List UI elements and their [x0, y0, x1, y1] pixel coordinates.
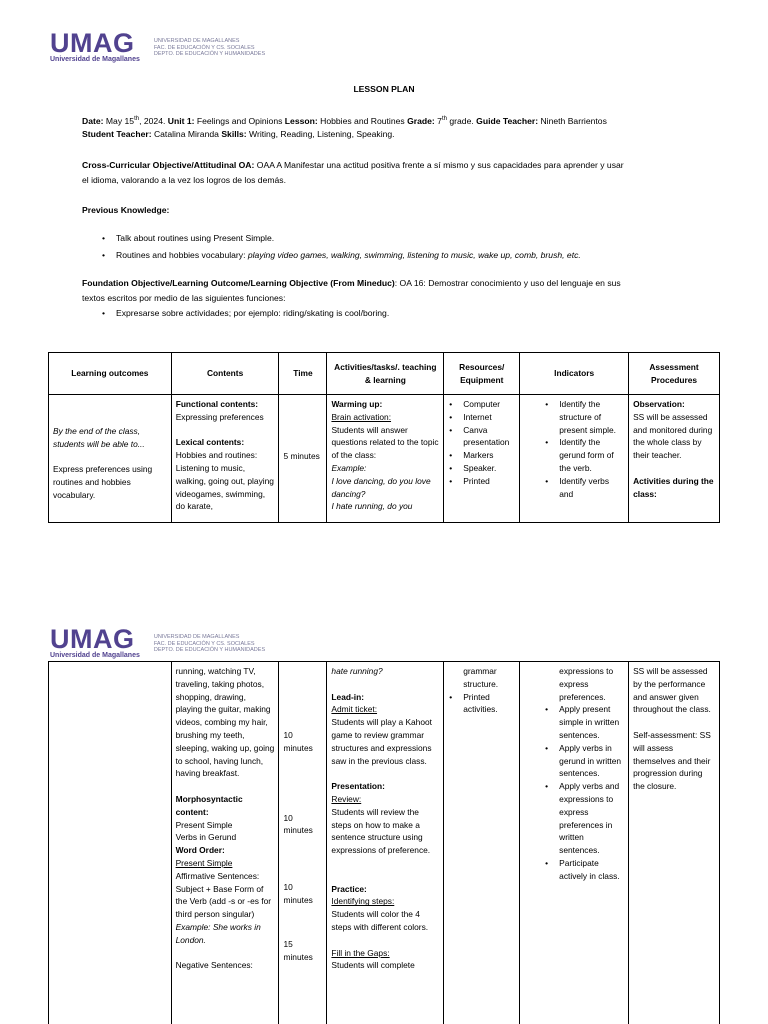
table-row — [49, 662, 720, 1024]
lesson-label: Lesson: — [284, 115, 318, 126]
time-value: 10 minutes — [283, 812, 313, 836]
date-rest: , 2024. — [139, 115, 168, 126]
example-text: I love dancing, do you love dancing? — [331, 475, 431, 499]
guide-teacher-value: Nineth Barrientos — [538, 115, 607, 126]
table-row — [49, 395, 720, 523]
header-line-2 — [82, 127, 722, 142]
time-value: 10 minutes — [283, 882, 313, 905]
review-text: Students will review the steps on how to make a sentence structure using expressions of preference. — [331, 806, 431, 856]
foundation-list — [82, 306, 722, 321]
indicators-continued: expressions to express preferences. — [559, 666, 614, 702]
morphosyntactic-label: Morphosyntactic content: — [175, 793, 243, 817]
guide-teacher-label: Guide Teacher: — [476, 115, 539, 126]
observation-label: Observation: — [633, 399, 685, 409]
lesson-value: Hobbies and Routines — [317, 115, 408, 126]
list-item: • Routines and hobbies vocabulary: playing video games, walking, swimming, listening to music, wake up, comb, brush, etc. — [82, 248, 722, 263]
skills-label: Skills: — [221, 129, 247, 139]
observation-text: SS will be assessed and monitored during the whole class by their teacher. — [633, 411, 713, 461]
contents-cell — [171, 395, 279, 523]
self-assessment-text: Self-assessment: SS will assess themselves and their progression during the closure. — [633, 729, 711, 792]
fill-gaps-label: Fill in the Gaps: — [331, 947, 390, 958]
time-cell — [279, 662, 327, 1024]
warming-up-label: Warming up: — [331, 399, 383, 409]
activities-during-label: Activities during the class: — [633, 475, 714, 499]
logo-line: DEPTO. DE EDUCACIÓN Y HUMANIDADES — [153, 647, 266, 653]
admit-ticket-label: Admit ticket: — [331, 704, 378, 715]
indicators-list — [542, 398, 624, 500]
cross-curricular-text-1: OAA A Manifestar una actitud positiva frente a sí mismo y sus capacidades para aprender y usar — [254, 160, 624, 170]
present-simple-heading: Present Simple — [175, 857, 233, 868]
list-item: • Apply verbs in gerund in written sentences. — [542, 742, 624, 780]
logo-subtitle: Universidad de Magallanes — [50, 652, 140, 659]
list-item: • Internet — [446, 411, 515, 424]
indicators-cell — [520, 395, 629, 523]
time-cell: 5 minutes — [279, 395, 327, 523]
assessment-text: SS will be assessed by the performance and answer given throughout the class. — [633, 666, 711, 715]
table-header-cell: Assessment Procedures — [629, 353, 720, 395]
logo-word: UMAG — [50, 28, 135, 58]
grade-sup: th — [441, 116, 447, 122]
learning-outcomes-cell — [49, 395, 172, 523]
list-item: • Talk about routines using Present Simple. — [82, 231, 722, 246]
previous-knowledge-list — [82, 231, 722, 263]
brain-activation-text: Students will answer questions related to the topic of the class: — [331, 424, 439, 461]
list-item: • Participate actively in class. — [542, 857, 624, 883]
list-item: • Computer — [446, 398, 515, 411]
time-value: 15 minutes — [283, 938, 313, 962]
logo-line: FAC. DE EDUCACIÓN Y CS. SOCIALES — [153, 640, 255, 647]
cross-curricular-line-1 — [82, 158, 722, 173]
table-header-cell: Resources/ Equipment — [444, 353, 520, 395]
document-page-2 — [0, 600, 768, 1024]
resources-cell — [444, 395, 520, 523]
time-value: 10 minutes — [283, 730, 313, 753]
foundation-text-2: textos escritos por medio de las siguientes funciones: — [82, 293, 286, 303]
document-title: LESSON PLAN — [353, 84, 415, 94]
date-sup: th — [134, 116, 140, 122]
unit-label: Unit 1: — [167, 115, 195, 126]
list-item: • Identify the structure of present simple. — [542, 398, 624, 436]
review-label: Review: — [331, 793, 362, 804]
umag-logo — [50, 626, 265, 659]
identifying-steps-text: Students will color the 4 steps with different colors. — [331, 909, 429, 932]
lesson-table-page-2 — [48, 661, 720, 1024]
list-item: • Expresarse sobre actividades; por ejemplo: riding/skating is cool/boring. — [82, 306, 722, 321]
practice-label: Practice: — [331, 883, 367, 894]
learning-outcomes-cell — [49, 662, 172, 1024]
logo-word: UMAG — [50, 624, 135, 654]
lexical-contents-continued: running, watching TV, traveling, taking photos, shopping, drawing, playing the guitar, making videos, combing my hair, brushing my teeth, sleeping, waking up, going to school, having lunch, having breakfast. — [175, 666, 275, 779]
assessment-cell — [629, 395, 720, 523]
logo-department-lines — [154, 634, 265, 654]
lexical-contents-label: Lexical contents: — [175, 437, 245, 448]
logo-department-lines — [154, 38, 265, 58]
identifying-steps-label: Identifying steps: — [331, 896, 395, 907]
list-item: • Printed — [446, 475, 515, 488]
list-item: • Canva presentation — [446, 424, 515, 450]
list-item: • Apply verbs and expressions to express preferences in written sentences. — [542, 780, 624, 857]
resources-continued: grammar structure. — [463, 666, 499, 689]
logo-line: UNIVERSIDAD DE MAGALLANES — [153, 38, 240, 44]
logo-line: UNIVERSIDAD DE MAGALLANES — [153, 634, 240, 640]
admit-ticket-text: Students will play a Kahoot game to review grammar structures and expressions saw in the previous class. — [331, 717, 432, 766]
list-item: • Identify the gerund form of the verb. — [542, 436, 624, 474]
previous-knowledge-label: Previous Knowledge: — [82, 205, 170, 215]
table-header-cell: Indicators — [520, 353, 629, 395]
table-header-cell: Contents — [171, 353, 279, 395]
outcome-intro: By the end of the class, students will be able to... — [53, 426, 145, 449]
foundation-text-1: : OA 16: Demostrar conocimiento y uso del lenguaje en sus — [394, 278, 621, 288]
lead-in-label: Lead-in: — [331, 691, 364, 702]
example-text: I hate running, do you — [331, 501, 413, 512]
example-text: hate running? — [331, 666, 383, 676]
affirmative-text: Affirmative Sentences: Subject + Base Form of the Verb (add -s or -es for third person singular) — [175, 870, 272, 920]
activities-cell — [327, 662, 444, 1024]
morphosyntactic-item: Present Simple — [175, 819, 233, 830]
list-item: • Printed activities. — [446, 691, 515, 717]
table-header-cell: Time — [279, 353, 327, 395]
activities-cell — [327, 395, 444, 523]
indicators-list — [542, 703, 624, 882]
functional-contents-value: Expressing preferences — [175, 411, 264, 422]
cross-curricular-label: Cross-Curricular Objective/Attitudinal OA: — [82, 160, 255, 170]
word-order-label: Word Order: — [175, 845, 225, 856]
table-header-row — [49, 353, 720, 395]
date-value: May 15 — [103, 115, 135, 126]
table-header-cell: Learning outcomes — [49, 353, 172, 395]
assessment-cell — [629, 662, 720, 1024]
list-item: • Markers — [446, 449, 515, 462]
resources-list — [446, 398, 515, 488]
morphosyntactic-item: Verbs in Gerund — [175, 832, 237, 843]
date-label: Date: — [82, 115, 104, 126]
indicators-cell — [520, 662, 629, 1024]
negative-label: Negative Sentences: — [175, 960, 253, 971]
foundation-label: Foundation Objective/Learning Outcome/Learning Objective (From Mineduc) — [82, 278, 395, 288]
list-item: • Identify verbs and — [542, 475, 624, 501]
resources-cell — [444, 662, 520, 1024]
foundation-line-1 — [82, 276, 722, 291]
umag-logo — [50, 30, 265, 63]
fill-gaps-text: Students will complete — [331, 960, 415, 971]
page-gap — [0, 540, 768, 600]
grade-label: Grade: — [407, 115, 435, 126]
unit-value: Feelings and Opinions — [194, 115, 285, 126]
functional-contents-label: Functional contents: — [175, 399, 259, 409]
skills-value: Writing, Reading, Listening, Speaking. — [246, 129, 395, 139]
lexical-contents-value: Hobbies and routines: Listening to music, walking, going out, playing videogames, swimming, do karate, — [175, 450, 274, 512]
logo-subtitle: Universidad de Magallanes — [50, 56, 140, 63]
list-item: • Speaker. — [446, 462, 515, 475]
list-item: • Apply present simple in written sentences. — [542, 703, 624, 741]
table-header-cell: Activities/tasks/. teaching & learning — [327, 353, 444, 395]
affirmative-example: Example: She works in London. — [175, 921, 261, 945]
resources-list — [446, 691, 515, 717]
brain-activation-label: Brain activation: — [331, 411, 392, 422]
contents-cell — [171, 662, 279, 1024]
presentation-label: Presentation: — [331, 781, 385, 792]
logo-line: FAC. DE EDUCACIÓN Y CS. SOCIALES — [153, 44, 255, 51]
student-teacher-label: Student Teacher: — [82, 129, 152, 139]
logo-line: DEPTO. DE EDUCACIÓN Y HUMANIDADES — [153, 51, 266, 57]
grade-value: 7 — [434, 115, 442, 126]
grade-rest: grade. — [446, 115, 477, 126]
student-teacher-value: Catalina Miranda — [151, 129, 222, 139]
example-label: Example: — [331, 462, 367, 473]
outcome-text: Express preferences using routines and hobbies vocabulary. — [53, 464, 153, 500]
lesson-table-page-1 — [48, 352, 720, 523]
cross-curricular-text-2: el idioma, valorando a la vez los logros de los demás. — [82, 175, 286, 185]
